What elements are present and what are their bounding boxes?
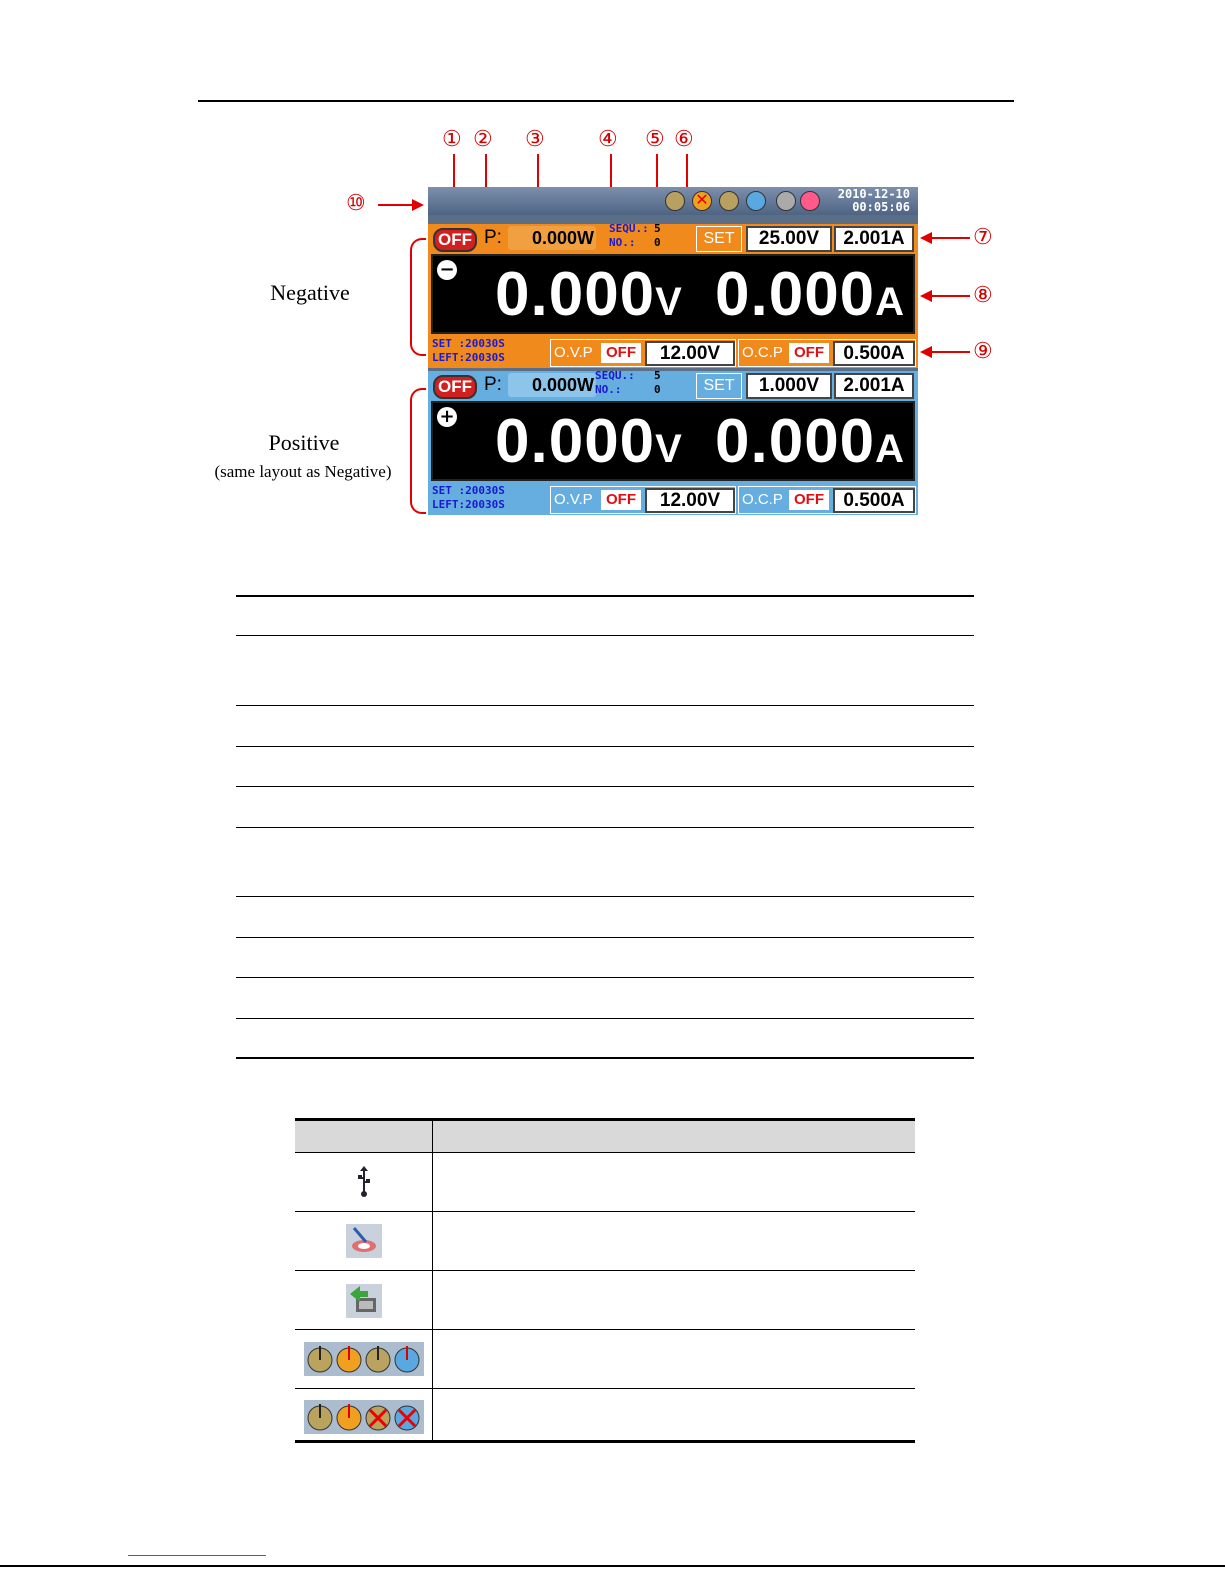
plus-icon: + [437, 407, 457, 427]
neg-ovp-group [550, 339, 736, 367]
arrow-9-head [920, 346, 932, 358]
table-rule [236, 1018, 974, 1019]
pos-current-unit: A [875, 427, 906, 471]
table-rule [236, 635, 974, 636]
pos-current-readout [715, 407, 905, 484]
neg-current-value: 0.000 [715, 260, 876, 329]
icon-table-bottom-border [295, 1440, 915, 1443]
neg-ocp-group [738, 339, 916, 367]
channel-1-status-icon [665, 191, 685, 211]
channel-2-disabled-icon: ✕ [692, 191, 712, 211]
table-rule [236, 746, 974, 747]
pos-set-current[interactable]: 2.001A [834, 373, 914, 399]
positive-channel-panel [428, 371, 918, 515]
neg-power-label: P: [484, 227, 502, 248]
pos-ocp-value[interactable]: 0.500A [833, 488, 915, 513]
positive-brace [410, 388, 426, 514]
neg-ovp-state[interactable]: OFF [601, 343, 641, 363]
neg-voltage-unit: V [655, 280, 683, 324]
channel-4-status-icon [746, 191, 766, 211]
neg-ocp-state[interactable]: OFF [789, 343, 829, 363]
neg-seq-label: SEQU.: [609, 222, 649, 235]
usb-icon [356, 1166, 372, 1198]
annotation-4: ④ [598, 127, 618, 152]
neg-ocp-label: O.C.P [742, 344, 783, 361]
neg-no-label: NO.: [609, 236, 636, 249]
table-rule [236, 827, 974, 828]
pos-readout-panel [431, 401, 915, 481]
status-bar [428, 187, 918, 215]
pos-voltage-value: 0.000 [495, 407, 656, 476]
neg-no-value: 0 [654, 236, 661, 249]
neg-power-value: 0.000W [508, 226, 596, 250]
pos-current-value: 0.000 [715, 407, 876, 476]
pos-voltage-readout [495, 407, 683, 484]
arrow-8-head [920, 290, 932, 302]
channel-enabled-icons [304, 1342, 424, 1376]
annotation-1: ① [442, 127, 462, 152]
annotation-8: ⑧ [973, 283, 993, 308]
annotation-9: ⑨ [973, 339, 993, 364]
annotation-3: ③ [525, 127, 545, 152]
negative-channel-panel [428, 224, 918, 368]
neg-set-label: SET [696, 226, 742, 252]
neg-current-readout [715, 260, 905, 337]
pos-timer-left: LEFT:20030S [432, 498, 505, 511]
positive-label: Positive [268, 430, 340, 455]
table-rule [236, 595, 974, 597]
footer-link-underline[interactable] [128, 1555, 266, 1556]
neg-ocp-value[interactable]: 0.500A [833, 341, 915, 366]
network-icon [346, 1224, 382, 1258]
header-rule [198, 100, 1014, 102]
positive-sublabel: (same layout as Negative) [214, 462, 392, 481]
neg-ovp-label: O.V.P [554, 344, 593, 361]
table-rule [236, 705, 974, 706]
pos-ovp-state[interactable]: OFF [601, 490, 641, 510]
arrow-10-line [378, 204, 414, 206]
arrow-10-head [412, 199, 424, 211]
icon-table-header [295, 1121, 915, 1152]
neg-output-button[interactable]: OFF [433, 228, 477, 252]
pos-timer-set: SET :20030S [432, 484, 505, 497]
pos-seq-value: 5 [654, 369, 661, 382]
annotation-7: ⑦ [973, 225, 993, 250]
channel-disabled-icons [304, 1400, 424, 1434]
pos-set-voltage[interactable]: 1.000V [746, 373, 832, 399]
neg-set-voltage[interactable]: 25.00V [746, 226, 832, 252]
pos-ovp-label: O.V.P [554, 491, 593, 508]
icon-table-row-line [295, 1329, 915, 1330]
pos-output-button[interactable]: OFF [433, 375, 477, 399]
table-rule [236, 937, 974, 938]
pos-no-label: NO.: [595, 383, 622, 396]
pos-set-label: SET [696, 373, 742, 399]
pos-power-label: P: [484, 374, 502, 395]
annotation-5: ⑤ [645, 127, 665, 152]
pos-ocp-label: O.C.P [742, 491, 783, 508]
neg-voltage-readout [495, 260, 683, 337]
pos-ocp-group [738, 486, 916, 514]
negative-brace [410, 238, 426, 356]
arrow-9-line [930, 351, 970, 353]
icon-table-row-line [295, 1388, 915, 1389]
icon-table-row-line [295, 1211, 915, 1212]
alarm-icon [800, 191, 820, 211]
icon-table-row-line [295, 1270, 915, 1271]
status-time: 00:05:06 [852, 200, 910, 214]
pos-no-value: 0 [654, 383, 661, 396]
pos-seq-label: SEQU.: [595, 369, 635, 382]
table-rule [236, 1057, 974, 1059]
neg-voltage-value: 0.000 [495, 260, 656, 329]
table-rule [236, 977, 974, 978]
annotation-6: ⑥ [674, 127, 694, 152]
pos-power-value: 0.000W [508, 373, 596, 397]
neg-current-unit: A [875, 280, 906, 324]
pos-ovp-group [550, 486, 736, 514]
arrow-7-line [930, 237, 970, 239]
neg-readout-panel [431, 254, 915, 334]
table-rule [236, 786, 974, 787]
channel-3-status-icon [719, 191, 739, 211]
arrow-7-head [920, 232, 932, 244]
neg-ovp-value[interactable]: 12.00V [645, 341, 735, 366]
annotation-2: ② [473, 127, 493, 152]
icon-table-column-divider [432, 1121, 433, 1440]
status-date: 2010-12-10 [837, 187, 910, 201]
pos-ovp-value[interactable]: 12.00V [645, 488, 735, 513]
negative-label: Negative [270, 280, 350, 305]
neg-seq-value: 5 [654, 222, 661, 235]
footer-rule [0, 1565, 1225, 1567]
usb-device-icon [346, 1284, 382, 1318]
icon-table-row-line [295, 1152, 915, 1153]
neg-timer-set: SET :20030S [432, 337, 505, 350]
annotation-10: ⑩ [346, 191, 366, 216]
pos-voltage-unit: V [655, 427, 683, 471]
neg-timer-left: LEFT:20030S [432, 351, 505, 364]
table-rule [236, 896, 974, 897]
pos-ocp-state[interactable]: OFF [789, 490, 829, 510]
neg-set-current[interactable]: 2.001A [834, 226, 914, 252]
device-screen [428, 187, 918, 515]
arrow-8-line [930, 295, 970, 297]
minus-icon: − [437, 260, 457, 280]
network-icon [776, 191, 796, 211]
